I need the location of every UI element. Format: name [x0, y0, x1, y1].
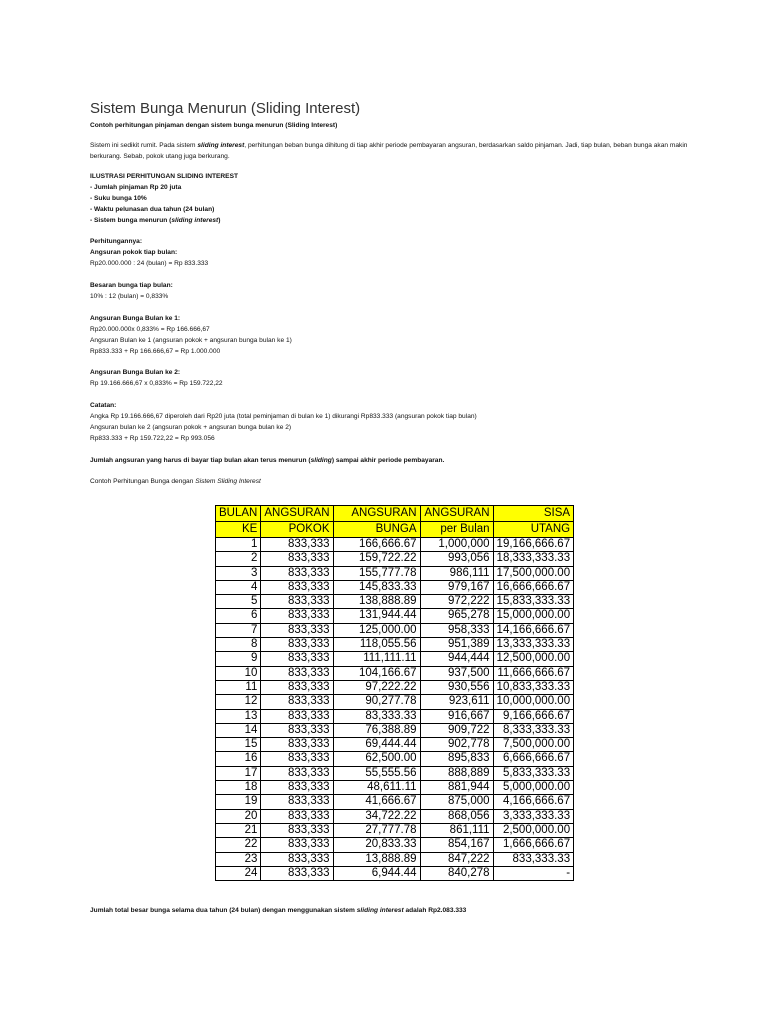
cell-bulan: 23: [216, 852, 261, 866]
table-row: [216, 823, 574, 837]
cell-sisa: 833,333.33: [493, 852, 574, 866]
cell-perbulan: 895,833: [420, 752, 493, 766]
table-row: [216, 580, 574, 594]
cell-bunga: 62,500.00: [333, 752, 420, 766]
cell-bunga: 69,444.44: [333, 738, 420, 752]
table-row: [216, 838, 574, 852]
cell-bulan: 20: [216, 809, 261, 823]
table-row: [216, 609, 574, 623]
cell-perbulan: 881,944: [420, 781, 493, 795]
table-row: [216, 866, 574, 880]
cell-bulan: 15: [216, 738, 261, 752]
cell-bulan: 16: [216, 752, 261, 766]
cell-bunga: 131,944.44: [333, 609, 420, 623]
cell-sisa: 8,333,333.33: [493, 723, 574, 737]
cell-bunga: 6,944.44: [333, 866, 420, 880]
cell-perbulan: 861,111: [420, 823, 493, 837]
header-pokok-1: ANGSURAN: [261, 506, 333, 522]
cell-sisa: 2,500,000.00: [493, 823, 574, 837]
bulan1-label: Angsuran Bunga Bulan ke 1:: [90, 315, 181, 322]
bunga-label: Besaran bunga tiap bulan:: [90, 282, 173, 289]
cell-perbulan: 993,056: [420, 552, 493, 566]
cell-perbulan: 937,500: [420, 666, 493, 680]
cell-pokok: 833,333: [261, 652, 333, 666]
illustration-last-post: ): [218, 217, 221, 224]
cell-perbulan: 972,222: [420, 595, 493, 609]
table-row: [216, 781, 574, 795]
notes-line: Angsuran bulan ke 2 (angsuran pokok + angsuran bunga bulan ke 2): [90, 424, 292, 431]
summary-paragraph: [90, 456, 444, 467]
cell-bunga: 118,055.56: [333, 638, 420, 652]
cell-pokok: 833,333: [261, 866, 333, 880]
header-bulan-1: BULAN: [216, 506, 261, 522]
illustration-heading: ILUSTRASI PERHITUNGAN SLIDING INTEREST: [90, 173, 238, 180]
cell-sisa: 6,666,666.67: [493, 752, 574, 766]
footer-post: adalah Rp2.083.333: [403, 907, 467, 914]
illustration-last-pre: - Sistem bunga menurun (: [90, 217, 172, 224]
cell-perbulan: 840,278: [420, 866, 493, 880]
example-pre: Contoh Perhitungan Bunga dengan: [90, 478, 196, 485]
cell-bunga: 166,666.67: [333, 538, 420, 552]
header-perbulan-1: ANGSURAN: [420, 506, 493, 522]
header-bulan-2: KE: [216, 522, 261, 538]
cell-bulan: 12: [216, 695, 261, 709]
cell-bunga: 83,333.33: [333, 709, 420, 723]
cell-bunga: 97,222.22: [333, 680, 420, 694]
cell-bulan: 7: [216, 623, 261, 637]
table-row: [216, 566, 574, 580]
cell-sisa: 15,000,000.00: [493, 609, 574, 623]
cell-pokok: 833,333: [261, 609, 333, 623]
cell-bunga: 111,111.11: [333, 652, 420, 666]
cell-bunga: 55,555.56: [333, 766, 420, 780]
cell-bunga: 41,666.67: [333, 795, 420, 809]
cell-perbulan: 875,000: [420, 795, 493, 809]
cell-pokok: 833,333: [261, 752, 333, 766]
cell-bulan: 9: [216, 652, 261, 666]
cell-perbulan: 958,333: [420, 623, 493, 637]
bulan1-line: Angsuran Bulan ke 1 (angsuran pokok + angsuran bunga bulan ke 1): [90, 337, 292, 344]
bulan1-line: Rp20.000.000x 0,833% = Rp 166.666,67: [90, 326, 210, 333]
header-bunga-2: BUNGA: [333, 522, 420, 538]
cell-pokok: 833,333: [261, 695, 333, 709]
cell-bulan: 6: [216, 609, 261, 623]
cell-sisa: 12,500,000.00: [493, 652, 574, 666]
cell-perbulan: 868,056: [420, 809, 493, 823]
cell-pokok: 833,333: [261, 852, 333, 866]
table-row: [216, 695, 574, 709]
cell-pokok: 833,333: [261, 823, 333, 837]
example-em: Sistem Sliding Interest: [195, 478, 261, 485]
cell-bulan: 14: [216, 723, 261, 737]
notes-line: Angka Rp 19.166.666,67 diperoleh dari Rp20 juta (total peminjaman di bulan ke 1) dikurangi Rp833.333 (angsuran pokok tiap bulan): [90, 413, 477, 420]
table-row: [216, 680, 574, 694]
table-row: [216, 623, 574, 637]
table-row: [216, 723, 574, 737]
cell-sisa: 14,166,666.67: [493, 623, 574, 637]
pokok-label: Angsuran pokok tiap bulan:: [90, 249, 178, 256]
cell-bunga: 125,000.00: [333, 623, 420, 637]
illustration-item: - Waktu pelunasan dua tahun (24 bulan): [90, 206, 215, 213]
cell-sisa: 3,333,333.33: [493, 809, 574, 823]
table-row: [216, 738, 574, 752]
cell-sisa: 17,500,000.00: [493, 566, 574, 580]
table-row: [216, 752, 574, 766]
cell-perbulan: 902,778: [420, 738, 493, 752]
cell-sisa: 5,000,000.00: [493, 781, 574, 795]
cell-sisa: 11,666,666.67: [493, 666, 574, 680]
bunga-value: 10% : 12 (bulan) = 0,833%: [90, 293, 169, 300]
cell-perbulan: 847,222: [420, 852, 493, 866]
footer-paragraph: [90, 906, 466, 917]
cell-bulan: 18: [216, 781, 261, 795]
cell-bulan: 10: [216, 666, 261, 680]
table-row: [216, 795, 574, 809]
cell-sisa: 9,166,666.67: [493, 709, 574, 723]
cell-bunga: 90,277.78: [333, 695, 420, 709]
bulan1-line: Rp833.333 + Rp 166.666,67 = Rp 1.000.000: [90, 348, 221, 355]
notes-line: Rp833.333 + Rp 159.722,22 = Rp 993.056: [90, 435, 215, 442]
cell-bulan: 22: [216, 838, 261, 852]
cell-sisa: 13,333,333.33: [493, 638, 574, 652]
cell-bunga: 34,722.22: [333, 809, 420, 823]
table-row: [216, 652, 574, 666]
cell-pokok: 833,333: [261, 623, 333, 637]
cell-bulan: 5: [216, 595, 261, 609]
illustration-last-em: sliding interest: [171, 217, 219, 224]
table-row: [216, 809, 574, 823]
table-row: [216, 638, 574, 652]
footer-pre: Jumlah total besar bunga selama dua tahun (24 bulan) dengan menggunakan sistem: [90, 907, 357, 914]
header-sisa-2: UTANG: [493, 522, 574, 538]
cell-bunga: 159,722.22: [333, 552, 420, 566]
header-perbulan-2: per Bulan: [420, 522, 493, 538]
bulan2-label: Angsuran Bunga Bulan ke 2:: [90, 369, 181, 376]
cell-sisa: 10,833,333.33: [493, 680, 574, 694]
cell-perbulan: 923,611: [420, 695, 493, 709]
cell-sisa: 19,166,666.67: [493, 538, 574, 552]
cell-perbulan: 909,722: [420, 723, 493, 737]
bulan2-line: Rp 19.166.666,67 x 0,833% = Rp 159.722,22: [90, 380, 223, 387]
cell-perbulan: 930,556: [420, 680, 493, 694]
cell-bunga: 145,833.33: [333, 580, 420, 594]
cell-perbulan: 979,167: [420, 580, 493, 594]
cell-pokok: 833,333: [261, 680, 333, 694]
cell-pokok: 833,333: [261, 781, 333, 795]
pokok-value: Rp20.000.000 : 24 (bulan) = Rp 833.333: [90, 260, 209, 267]
cell-bulan: 19: [216, 795, 261, 809]
calc-heading: Perhitungannya:: [90, 238, 143, 245]
summary-post: ) sampai akhir periode pembayaran.: [331, 457, 445, 464]
cell-sisa: 18,333,333.33: [493, 552, 574, 566]
subtitle: Contoh perhitungan pinjaman dengan sistem bunga menurun (Sliding Interest): [90, 122, 338, 129]
table-body: [216, 538, 574, 881]
table-row: [216, 552, 574, 566]
cell-sisa: 7,500,000.00: [493, 738, 574, 752]
example-caption: [90, 477, 261, 488]
intro-em: sliding interest: [197, 142, 245, 149]
header-pokok-2: POKOK: [261, 522, 333, 538]
cell-perbulan: 916,667: [420, 709, 493, 723]
table-row: [216, 766, 574, 780]
cell-pokok: 833,333: [261, 809, 333, 823]
cell-bulan: 21: [216, 823, 261, 837]
table-row: [216, 538, 574, 552]
cell-bunga: 155,777.78: [333, 566, 420, 580]
cell-pokok: 833,333: [261, 595, 333, 609]
cell-bulan: 1: [216, 538, 261, 552]
cell-sisa: 10,000,000.00: [493, 695, 574, 709]
cell-pokok: 833,333: [261, 738, 333, 752]
table-row: [216, 595, 574, 609]
cell-perbulan: 854,167: [420, 838, 493, 852]
cell-sisa: 4,166,666.67: [493, 795, 574, 809]
table-row: [216, 709, 574, 723]
cell-pokok: 833,333: [261, 666, 333, 680]
cell-bunga: 76,388.89: [333, 723, 420, 737]
cell-sisa: 1,666,666.67: [493, 838, 574, 852]
table-row: [216, 666, 574, 680]
cell-bulan: 17: [216, 766, 261, 780]
cell-bunga: 48,611.11: [333, 781, 420, 795]
cell-perbulan: 888,889: [420, 766, 493, 780]
cell-bulan: 11: [216, 680, 261, 694]
cell-perbulan: 986,111: [420, 566, 493, 580]
cell-bulan: 4: [216, 580, 261, 594]
table-row: [216, 852, 574, 866]
cell-pokok: 833,333: [261, 766, 333, 780]
intro-paragraph: [90, 141, 695, 162]
cell-bunga: 13,888.89: [333, 852, 420, 866]
cell-bulan: 13: [216, 709, 261, 723]
cell-bulan: 8: [216, 638, 261, 652]
cell-perbulan: 1,000,000: [420, 538, 493, 552]
summary-pre: Jumlah angsuran yang harus di bayar tiap bulan akan terus menurun (: [90, 457, 311, 464]
cell-bunga: 138,888.89: [333, 595, 420, 609]
intro-post: , perhitungan beban bunga dihitung di tiap akhir periode pembayaran angsuran, berdasarkan saldo pinjaman. Jadi, tiap bulan, beban bunga akan makin berkurang. Sebab, pokok utang juga berkurang.: [90, 142, 688, 160]
cell-sisa: 5,833,333.33: [493, 766, 574, 780]
header-sisa-1: SISA: [493, 506, 574, 522]
cell-pokok: 833,333: [261, 566, 333, 580]
illustration-item: [90, 216, 220, 227]
cell-pokok: 833,333: [261, 538, 333, 552]
cell-perbulan: 951,389: [420, 638, 493, 652]
cell-perbulan: 965,278: [420, 609, 493, 623]
illustration-item: - Suku bunga 10%: [90, 195, 147, 202]
cell-bunga: 27,777.78: [333, 823, 420, 837]
cell-pokok: 833,333: [261, 795, 333, 809]
cell-pokok: 833,333: [261, 723, 333, 737]
cell-perbulan: 944,444: [420, 652, 493, 666]
cell-pokok: 833,333: [261, 638, 333, 652]
cell-bulan: 3: [216, 566, 261, 580]
cell-sisa: -: [493, 866, 574, 880]
table-header-row: [216, 506, 574, 522]
cell-bulan: 24: [216, 866, 261, 880]
cell-sisa: 15,833,333.33: [493, 595, 574, 609]
cell-pokok: 833,333: [261, 580, 333, 594]
summary-em: sliding: [310, 457, 332, 464]
illustration-item: - Jumlah pinjaman Rp 20 juta: [90, 184, 182, 191]
cell-pokok: 833,333: [261, 552, 333, 566]
page-title: Sistem Bunga Menurun (Sliding Interest): [90, 100, 361, 117]
table-header-row: [216, 522, 574, 538]
cell-bunga: 104,166.67: [333, 666, 420, 680]
cell-pokok: 833,333: [261, 838, 333, 852]
amortization-table: [215, 505, 574, 881]
cell-bulan: 2: [216, 552, 261, 566]
cell-sisa: 16,666,666.67: [493, 580, 574, 594]
cell-bunga: 20,833.33: [333, 838, 420, 852]
notes-heading: Catatan:: [90, 402, 117, 409]
cell-pokok: 833,333: [261, 709, 333, 723]
header-bunga-1: ANGSURAN: [333, 506, 420, 522]
footer-em: sliding interest: [356, 907, 404, 914]
intro-pre: Sistem ini sedikit rumit. Pada sistem: [90, 142, 198, 149]
